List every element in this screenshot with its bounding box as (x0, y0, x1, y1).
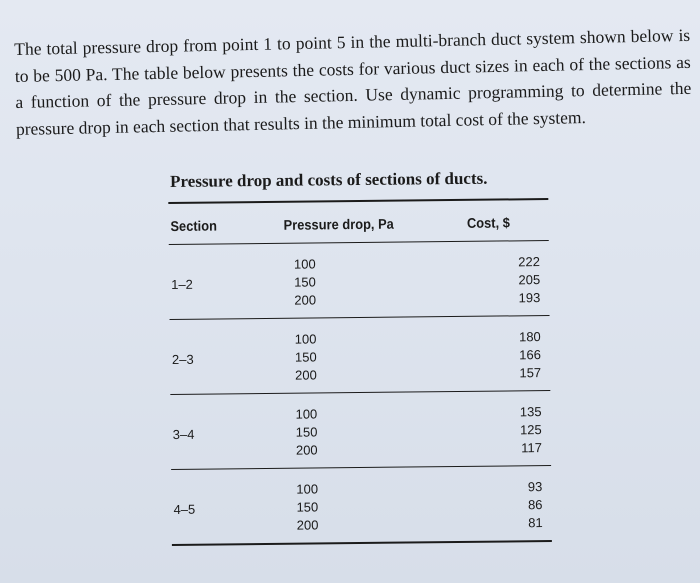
cost-cell: 193 (518, 290, 541, 306)
pressure-cell: 200 (296, 517, 319, 533)
pressure-values (294, 254, 485, 310)
table-row-group (169, 241, 550, 319)
table-row-group (170, 316, 551, 394)
pressure-values (295, 404, 486, 460)
pressure-cell: 100 (293, 256, 316, 272)
cost-cell: 117 (521, 440, 542, 456)
table-row-group (170, 391, 551, 469)
pressure-cell: 150 (294, 274, 316, 290)
pressure-cell: 200 (294, 292, 317, 308)
pressure-cell: 150 (294, 349, 317, 365)
section-label: 2–3 (171, 351, 194, 367)
pressure-values (296, 479, 487, 535)
cost-cell: 135 (519, 404, 542, 420)
table-row-group (171, 466, 552, 544)
section-label: 3–4 (172, 426, 195, 442)
header-section: Section (170, 217, 218, 234)
section-label: 4–5 (173, 501, 196, 517)
pressure-cell: 100 (294, 331, 317, 347)
cost-cell: 125 (519, 422, 542, 438)
pressure-cell: 200 (295, 442, 318, 458)
duct-cost-table (168, 168, 552, 546)
cost-cell: 180 (518, 329, 541, 345)
cost-values (485, 328, 542, 383)
header-pressure-drop: Pressure drop, Pa (283, 215, 394, 233)
header-cost: Cost, $ (466, 214, 510, 231)
table-header-row (168, 200, 518, 244)
problem-statement: The total pressure drop from point 1 to point 5 in the multi-branch duct system shown below is to be 500 Pa. The table below presents the costs for various duct sizes in each of the sections as a function of the pressure drop in the section. Use dynamic programming to determine the pressure drop in each section that results in the minimum total cost of the system. (14, 24, 692, 139)
cost-values (484, 253, 541, 308)
cost-cell: 166 (519, 347, 542, 363)
cost-values (485, 403, 542, 458)
pressure-cell: 150 (295, 424, 318, 440)
cost-cell: 205 (518, 272, 541, 288)
cost-cell: 86 (527, 497, 543, 513)
pressure-cell: 100 (295, 406, 318, 422)
cost-cell: 222 (518, 254, 541, 270)
cost-cell: 81 (528, 515, 543, 531)
section-label: 1–2 (171, 276, 193, 292)
cost-cell: 93 (527, 479, 543, 495)
pressure-cell: 100 (296, 481, 319, 497)
pressure-values (295, 329, 486, 385)
cost-values (486, 478, 543, 533)
pressure-cell: 200 (295, 367, 317, 383)
cost-cell: 157 (519, 365, 542, 381)
table-title: Pressure drop and costs of sections of ducts. (169, 168, 488, 191)
pressure-cell: 150 (296, 499, 319, 515)
